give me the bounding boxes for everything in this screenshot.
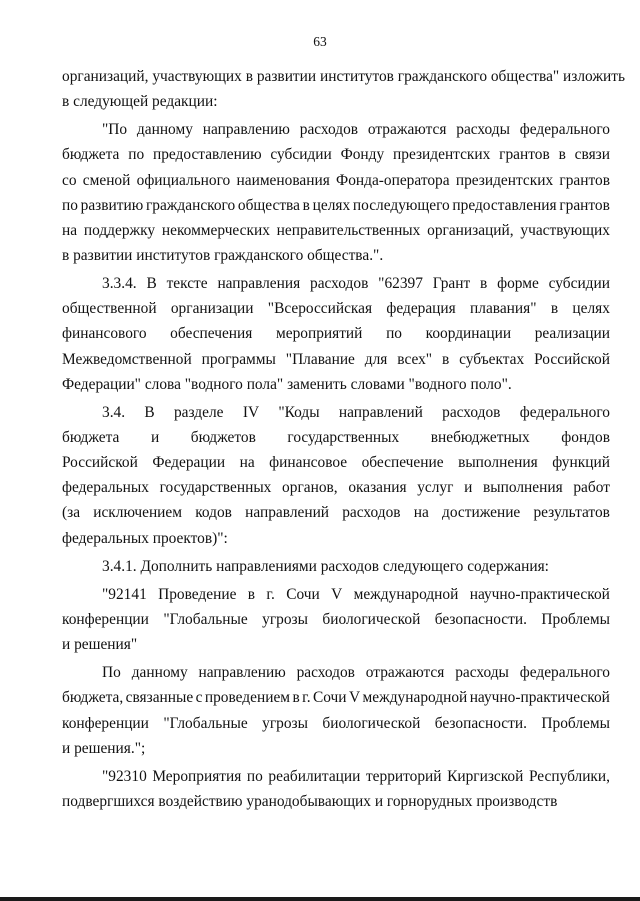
text-run: форме	[497, 275, 539, 293]
text-run: V	[331, 585, 343, 603]
text-run: в	[302, 196, 310, 214]
text-run: (за	[62, 504, 81, 522]
text-run: Проведение	[158, 585, 237, 603]
text-run: направлению	[198, 664, 286, 682]
text-run: федерального	[519, 664, 610, 682]
text-run: финансового	[62, 325, 147, 343]
text-line	[62, 764, 610, 789]
text-run: в	[550, 300, 559, 318]
text-run: в	[247, 585, 256, 603]
text-run: субсидии	[548, 275, 610, 293]
text-run: биологической	[322, 714, 421, 732]
text-run: обеспечения	[170, 325, 253, 343]
text-run: безопасности.	[434, 714, 527, 732]
text-line	[62, 582, 610, 607]
text-run: проведением	[204, 689, 291, 707]
text-line	[62, 117, 610, 142]
text-run: субсидии	[270, 146, 332, 164]
text-run: направлений	[338, 403, 423, 421]
text-run: по	[128, 146, 145, 164]
text-run: плавания"	[470, 300, 537, 318]
text-line	[62, 400, 610, 425]
text-run: IV	[242, 403, 260, 421]
text-run: выполнения	[483, 479, 563, 497]
text-line	[62, 193, 610, 218]
text-run: В	[146, 275, 157, 293]
text-run: Фонду	[340, 146, 385, 164]
text-run: в следующей редакции:	[62, 93, 218, 111]
text-run: отражаются	[365, 664, 445, 682]
text-run: для	[364, 350, 388, 368]
text-line	[62, 711, 610, 736]
text-run: в	[441, 350, 450, 368]
text-run: федеральных проектов)":	[62, 529, 228, 547]
page-number: 63	[313, 34, 327, 49]
text-line	[62, 296, 610, 321]
text-run: федерального	[519, 121, 610, 139]
text-run: "92310	[102, 767, 147, 785]
text-run: развитию	[80, 196, 144, 214]
text-run: направлений	[245, 504, 330, 522]
text-run: органов,	[282, 479, 338, 497]
text-run: функций	[552, 454, 610, 472]
text-run: по	[62, 196, 78, 214]
text-run: неправительственных	[276, 221, 421, 239]
text-run: В	[144, 403, 155, 421]
text-run: Киргизской	[447, 767, 524, 785]
text-line	[62, 685, 610, 710]
text-run: организаций, участвующих в развитии институтов гражданского общества" изложить	[62, 68, 625, 85]
text-run: государственных	[287, 428, 400, 446]
text-run: разделе	[173, 403, 224, 421]
text-line	[62, 607, 610, 632]
text-line	[62, 142, 610, 167]
text-run: по	[246, 767, 263, 785]
text-run: международной	[353, 585, 459, 603]
text-line	[62, 425, 610, 450]
text-run: "Глобальные	[163, 714, 248, 732]
text-run: в	[558, 146, 566, 164]
text-run: услуг	[417, 479, 454, 497]
text-run: По	[102, 664, 121, 682]
text-run: внебюджетных	[430, 428, 530, 446]
text-run: мероприятий	[276, 325, 363, 343]
text-run: сменой	[82, 171, 131, 189]
text-run: "92141	[102, 585, 147, 603]
text-line	[62, 347, 610, 372]
text-run: направлению	[202, 121, 290, 139]
text-run: целях	[572, 300, 610, 318]
text-run: грантов	[499, 146, 550, 164]
text-run: конференции	[62, 610, 149, 628]
text-run: Республики,	[528, 767, 610, 785]
text-run: фондов	[561, 428, 610, 446]
text-line	[62, 554, 610, 579]
text-run: кодов	[195, 504, 232, 522]
text-run: Федерации	[152, 454, 226, 472]
text-run: реализации	[534, 325, 610, 343]
text-run: по	[386, 325, 402, 343]
text-run: Фонда-оператора	[336, 171, 450, 189]
text-run: направления	[217, 275, 301, 293]
text-run: Сочи	[286, 585, 320, 603]
text-run: и решения"	[62, 636, 138, 654]
text-run: выполнения	[458, 454, 538, 472]
document-body	[62, 64, 625, 814]
text-line	[62, 526, 610, 551]
text-run: с	[195, 689, 203, 707]
text-run: организаций,	[427, 221, 514, 239]
text-line	[62, 64, 625, 89]
text-run: исключением	[93, 504, 182, 522]
text-run: связи	[574, 146, 610, 164]
text-run: на	[62, 221, 78, 239]
text-line	[62, 450, 610, 475]
text-line	[62, 218, 610, 243]
text-run: расходы	[456, 121, 510, 139]
text-run: координации	[425, 325, 512, 343]
text-run: и	[150, 428, 160, 446]
text-run: 3.4.1. Дополнить направлениями расходов следующего содержания:	[102, 557, 549, 575]
text-run: бюджетов	[190, 428, 256, 446]
text-run: расходов	[442, 403, 501, 421]
text-run: "По	[102, 121, 128, 139]
text-run: на	[413, 504, 429, 522]
text-run: "Всероссийская	[267, 300, 373, 318]
text-line	[62, 660, 610, 685]
text-run: отражаются	[367, 121, 447, 139]
text-run: V	[348, 689, 361, 707]
text-run: "62397	[378, 275, 423, 293]
text-run: организации	[170, 300, 254, 318]
text-run: реабилитации	[268, 767, 361, 785]
text-run: общественной	[62, 300, 157, 318]
text-run: угрозы	[262, 714, 308, 732]
text-run: Мероприятия	[152, 767, 242, 785]
text-run: оказания	[348, 479, 407, 497]
text-run: обеспечение	[361, 454, 444, 472]
text-run: Грант	[432, 275, 471, 293]
text-run: грантов	[559, 196, 610, 214]
text-run: результатов	[533, 504, 610, 522]
text-line	[62, 243, 610, 268]
text-line	[62, 321, 610, 346]
text-run: целях	[312, 196, 351, 214]
scan-bottom-edge	[0, 897, 640, 901]
text-run: расходов	[310, 275, 369, 293]
text-run: федерального	[519, 403, 610, 421]
text-run: данному	[131, 664, 188, 682]
text-run: данному	[136, 121, 193, 139]
text-run: Федерации" слова "водного пола" заменить словами "водного поло".	[62, 375, 512, 393]
text-line	[62, 789, 610, 814]
text-run: в	[480, 275, 488, 293]
text-run: расходов	[299, 121, 359, 139]
text-run: Российской	[62, 454, 138, 472]
text-line	[62, 736, 610, 761]
text-run: Проблемы	[541, 610, 610, 628]
text-run: достижение	[442, 504, 521, 522]
text-run: расходы	[455, 664, 509, 682]
text-run: предоставления	[452, 196, 557, 214]
text-run: Сочи	[313, 689, 347, 707]
text-run: г.	[302, 689, 311, 707]
text-line	[62, 89, 610, 114]
text-run: 3.4.	[102, 403, 126, 421]
text-run: Российской	[534, 350, 610, 368]
text-run: работ	[573, 479, 610, 497]
text-line	[62, 475, 610, 500]
text-run: Межведомственной	[62, 350, 192, 368]
text-run: конференции	[62, 714, 149, 732]
text-run: угрозы	[262, 610, 308, 628]
text-run: территорий	[365, 767, 442, 785]
text-run: бюджета	[62, 146, 120, 164]
text-run: и решения.";	[62, 739, 146, 757]
text-run: расходов	[342, 504, 401, 522]
text-run: безопасности.	[434, 610, 527, 628]
text-run: г.	[266, 585, 275, 603]
text-run: официального	[136, 171, 231, 189]
text-line	[62, 271, 610, 296]
text-run: бюджета,	[62, 689, 124, 707]
text-run: субъектах	[459, 350, 525, 368]
text-run: грантов	[559, 171, 610, 189]
text-run: некоммерческих	[161, 221, 270, 239]
text-run: "Плавание	[285, 350, 355, 368]
text-line	[62, 168, 610, 193]
text-run: "Глобальные	[163, 610, 248, 628]
text-run: поддержку	[83, 221, 156, 239]
text-run: всех"	[397, 350, 433, 368]
text-run: и	[464, 479, 473, 497]
text-run: наименования	[236, 171, 330, 189]
text-run: общества	[237, 196, 300, 214]
text-run: в	[292, 689, 300, 707]
text-run: тексте	[166, 275, 208, 293]
text-run: государственных	[159, 479, 272, 497]
text-run: связанные	[125, 689, 194, 707]
text-run: 3.3.4.	[102, 275, 137, 293]
text-line	[62, 632, 610, 657]
text-line	[62, 500, 610, 525]
text-run: со	[62, 171, 77, 189]
text-run: на	[239, 454, 255, 472]
text-run: Проблемы	[541, 714, 610, 732]
text-run: президентских	[455, 171, 554, 189]
text-run: биологической	[322, 610, 421, 628]
text-run: расходов	[296, 664, 355, 682]
text-run: федерация	[386, 300, 456, 318]
text-run: международной	[362, 689, 468, 707]
text-run: участвующих	[520, 221, 610, 239]
text-run: предоставлению	[152, 146, 262, 164]
text-line	[62, 372, 610, 397]
text-run: научно-практической	[469, 689, 610, 707]
text-run: "Коды	[278, 403, 320, 421]
text-run: федеральных	[62, 479, 149, 497]
text-run: президентских	[393, 146, 491, 164]
text-run: в развитии институтов гражданского общества.".	[62, 246, 384, 264]
text-run: гражданского	[145, 196, 236, 214]
text-run: бюджета	[62, 428, 120, 446]
text-run: научно-практической	[469, 585, 610, 603]
text-run: последующего	[352, 196, 450, 214]
text-run: финансовое	[269, 454, 348, 472]
text-run: подвергшихся воздействию уранодобывающих и горнорудных производств	[62, 792, 558, 810]
text-run: программы	[201, 350, 276, 368]
